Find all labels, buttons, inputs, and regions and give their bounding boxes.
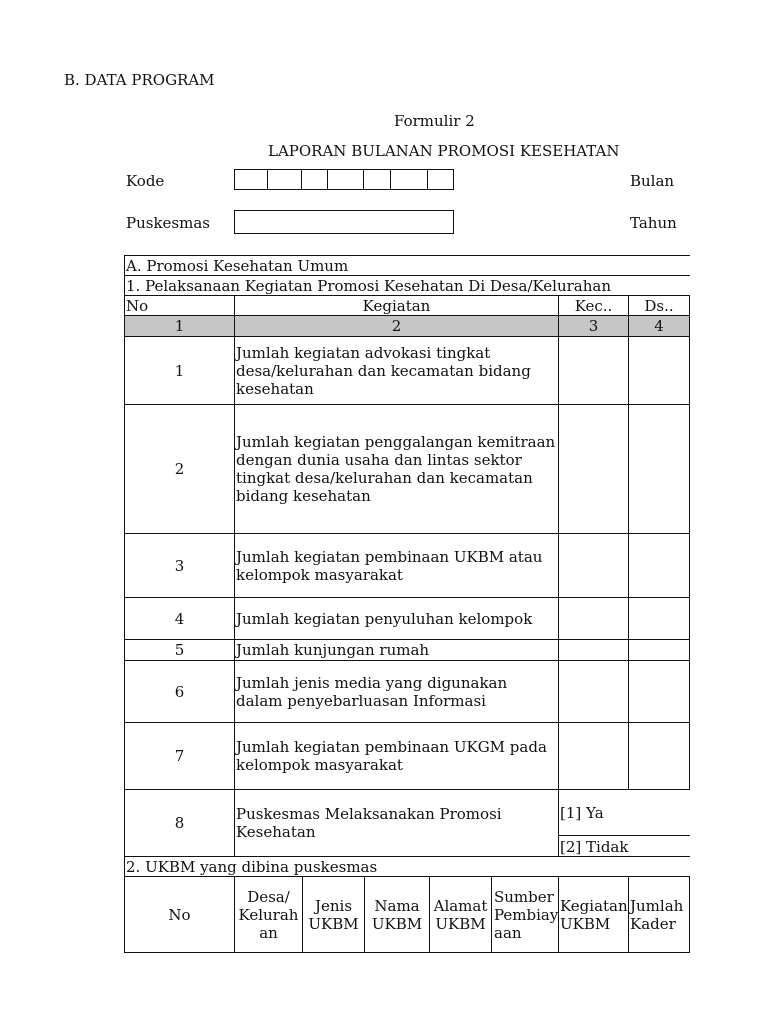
- table-border-right: [689, 876, 690, 952]
- bulan-label: Bulan: [630, 172, 675, 190]
- kode-digit-box[interactable]: [364, 170, 391, 189]
- row-kegiatan: Jumlah kegiatan penyuluhan kelompok: [236, 609, 533, 628]
- section-a-title: A. Promosi Kesehatan Umum: [126, 257, 349, 275]
- column-number: 2: [391, 317, 402, 335]
- divider: [558, 835, 690, 836]
- row-number: 2: [174, 460, 185, 478]
- row-kegiatan: Jumlah kegiatan advokasi tingkat desa/kelurahan dan kecamatan bidang kesehatan: [236, 343, 531, 398]
- puskesmas-input-box[interactable]: [234, 210, 454, 234]
- row-kegiatan: Jumlah kegiatan penggalangan kemitraan dengan dunia usaha dan lintas sektor tingkat desa/kelurahan dan kecamatan bidang kesehatan: [236, 433, 556, 505]
- header-kegiatan: Kegiatan: [362, 296, 431, 315]
- divider: [124, 275, 690, 276]
- ukbm-header-sumber: Sumber Pembiay aan: [494, 887, 559, 942]
- column-number: 3: [588, 317, 599, 335]
- header-no: No: [126, 296, 149, 315]
- kode-digit-box[interactable]: [268, 170, 303, 189]
- form-number: Formulir 2: [394, 112, 475, 130]
- tahun-label: Tahun: [630, 214, 677, 232]
- header-ds: Ds..: [644, 296, 674, 315]
- table-border-right: [689, 295, 690, 790]
- ukbm-header-alamat: Alamat UKBM: [433, 896, 488, 933]
- row-number: 5: [174, 641, 185, 659]
- option-tidak[interactable]: [2] Tidak: [560, 838, 629, 856]
- divider: [124, 255, 690, 256]
- row-number: 4: [174, 609, 185, 628]
- section-title: B. DATA PROGRAM: [64, 71, 215, 89]
- kode-digit-box[interactable]: [328, 170, 364, 189]
- kode-digit-box[interactable]: [302, 170, 328, 189]
- divider: [124, 856, 690, 857]
- row-kegiatan: Jumlah kegiatan pembinaan UKBM atau kelompok masyarakat: [236, 547, 543, 584]
- row-number: 1: [174, 361, 185, 380]
- report-title: LAPORAN BULANAN PROMOSI KESEHATAN: [268, 142, 620, 160]
- row-kegiatan: Jumlah jenis media yang digunakan dalam penyebarluasan Informasi: [236, 673, 508, 710]
- ukbm-header-kegiatan: Kegiatan UKBM: [560, 896, 628, 933]
- ukbm-header-kader: Jumlah Kader: [630, 896, 684, 933]
- kode-digit-box[interactable]: [391, 170, 429, 189]
- row-number: 3: [174, 556, 185, 575]
- kode-digit-box[interactable]: [428, 170, 453, 189]
- answer-cell-ds[interactable]: [629, 337, 689, 404]
- section-a-subtitle: 1. Pelaksanaan Kegiatan Promosi Kesehatan Di Desa/Kelurahan: [126, 277, 612, 295]
- header-kec: Kec..: [574, 296, 613, 315]
- kode-label: Kode: [126, 172, 165, 190]
- ukbm-header-desa: Desa/ Kelurah an: [238, 887, 299, 942]
- option-ya[interactable]: [1] Ya: [560, 804, 604, 822]
- answer-cell-kec[interactable]: [559, 337, 628, 404]
- ukbm-header-nama: Nama UKBM: [371, 896, 423, 933]
- row-number: 6: [174, 682, 185, 701]
- column-number: 1: [174, 317, 185, 335]
- section-2-title: 2. UKBM yang dibina puskesmas: [126, 858, 378, 876]
- divider: [124, 952, 690, 953]
- ukbm-header-no: No: [168, 905, 191, 924]
- column-number: 4: [654, 317, 664, 335]
- row-number: 8: [174, 814, 185, 832]
- kode-input-boxes[interactable]: [234, 169, 454, 190]
- row-kegiatan: Jumlah kunjungan rumah: [236, 641, 430, 659]
- kode-digit-box[interactable]: [235, 170, 268, 189]
- puskesmas-label: Puskesmas: [126, 214, 210, 232]
- row-kegiatan: Puskesmas Melaksanakan Promosi Kesehatan: [236, 805, 502, 841]
- row-kegiatan: Jumlah kegiatan pembinaan UKGM pada kelompok masyarakat: [236, 738, 547, 774]
- row-number: 7: [174, 747, 185, 765]
- ukbm-header-jenis: Jenis UKBM: [308, 896, 359, 933]
